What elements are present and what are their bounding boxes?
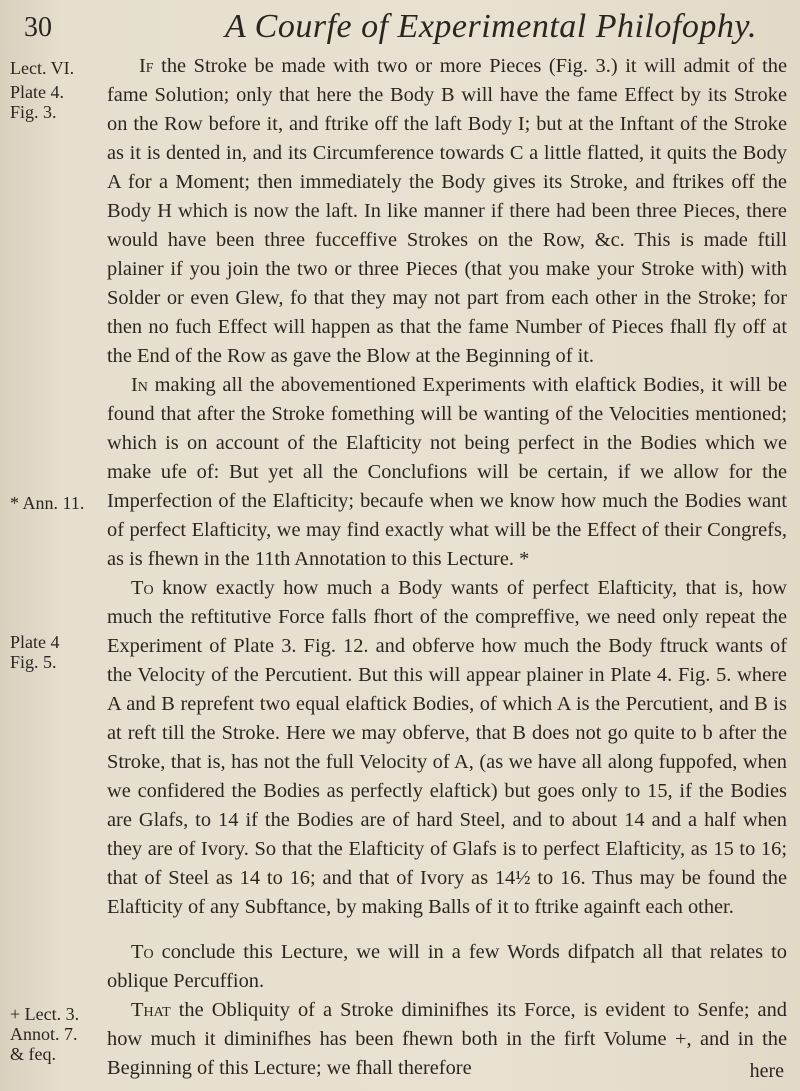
paragraph-text: the Obliquity of a Stroke diminifhes its Force, is evident to Senfe; and how much it diminifhes has been fhewn both in the firft Volume +, and in the Beginning of this Lecture; we fhall therefore [107,999,787,1079]
margin-note-line: Plate 4. [10,82,64,102]
paragraph-lead: If [139,55,154,77]
margin-note-lecture-3 [10,1004,90,1064]
paragraph-text: making all the abovementioned Experiments with elaftick Bodies, it will be found that after the Stroke fomething will be wanting of the Velocities mentioned; which is on account of the Elafticity not being perfect in the Bodies which we make ufe of: But yet all the Conclufions will be certain, if we allow for the Imperfection of the Elafticity; becaufe when we know how much the Bodies want of perfect Elafticity, we may find exactly what will be the Effect of their Congrefs, as is fhewn in the 11th Annotation to this Lecture. * [107,374,787,570]
paragraph [107,938,787,996]
margin-note-line: Fig. 3. [10,102,57,122]
paragraph [107,52,787,371]
body-text [107,52,787,1083]
paragraph-lead: That [131,999,171,1021]
margin-note-annotation [10,493,90,513]
margin-note-line: Fig. 5. [10,652,57,672]
paragraph-text: conclude this Lecture, we will in a few Words difpatch all that relates to oblique Percuffion. [107,941,787,992]
paragraph-lead: To [131,941,154,963]
margin-note-line: Lect. VI. [10,58,75,78]
margin-note-line: * Ann. 11. [10,493,85,513]
margin-note-plate-2 [10,632,90,672]
paragraph [107,371,787,574]
margin-note-line: Plate 4 [10,632,60,652]
page-header [0,6,800,56]
paragraph-lead: To [131,577,154,599]
margin-note-plate [10,82,90,122]
margin-note-line: + Lect. 3. [10,1004,80,1024]
margin-note-lecture [10,58,90,78]
paragraph-text: the Stroke be made with two or more Pieces (Fig. 3.) it will admit of the fame Solution; only that here the Body B will have the fame Effect by its Stroke on the Row before it, and ftrike off the laft Body I; but at the Inftant of the Stroke as it is dented in, and its Circumference towards C a little flatted, it quits the Body A for a Moment; then immediately the Body gives its Stroke, and ftrikes off the Body H which is now the laft. In like manner if there had been three Pieces, there would have been three fucceffive Strokes on the Row, &c. This is made ftill plainer if you join the two or three Pieces (that you make your Stroke with) with Solder or even Glew, fo that they may not part from each other in the Stroke; for then no fuch Effect will happen as that the fame Number of Pieces fhall fly off at the End of the Row as gave the Blow at the Beginning of it. [107,55,787,367]
paragraph-text: know exactly how much a Body wants of perfect Elafticity, that is, how much the reftitutive Force falls fhort of the compreffive, we need only repeat the Experiment of Plate 3. Fig. 12. and obferve how much the Body ftruck wants of the Velocity of the Percutient. But this will appear plainer in Plate 4. Fig. 5. where A and B reprefent two equal elaftick Bodies, of which A is the Percutient, and B is at reft till the Stroke. Here we may obferve, that B does not go quite to b after the Stroke, that is, has not the full Velocity of A, (as we have all along fuppofed, when we confidered the Bodies as perfectly elaftick) but goes only to 15, if the Bodies are Glafs, to 14 if the Bodies are of hard Steel, and to about 14 and a half when they are of Ivory. So that the Elafticity of Glafs is to perfect Elafticity, as 15 to 16; that of Steel as 14 to 16; and that of Ivory as 14½ to 16. Thus may be found the Elafticity of any Subftance, by making Balls of it to ftrike againft each other. [107,577,787,918]
paragraph [107,574,787,922]
catchword: here [749,1060,784,1082]
margin-note-line: & feq. [10,1044,56,1064]
paragraph-lead: In [131,374,148,396]
margin-note-line: Annot. 7. [10,1024,78,1044]
paragraph [107,996,787,1083]
running-title: A Courfe of Experimental Philofophy. [225,8,758,45]
page-number: 30 [24,12,52,43]
